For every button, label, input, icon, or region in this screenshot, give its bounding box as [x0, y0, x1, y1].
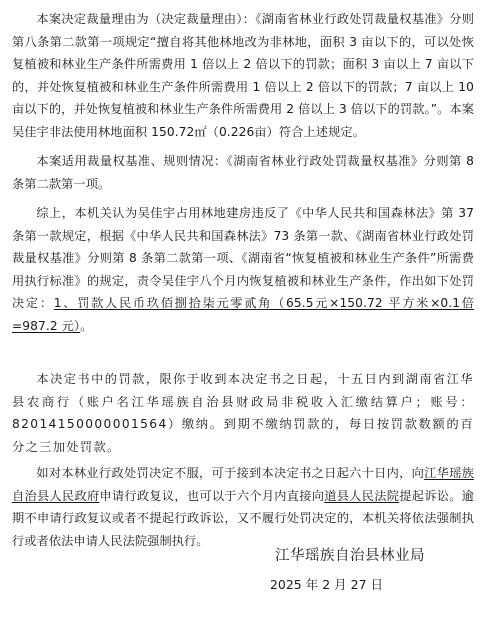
penalty-decision-end: 。 [80, 318, 93, 333]
penalty-decision-text: 综上，本机关认为吴佳宇占用林地建房违反了《中华人民共和国森林法》第 37 条第一款规定，根据《中华人民共和国森林法》73 条第一款、《湖南省林业行政处罚裁量权基准》分则第 8 条第二款第一项、《湖南省“恢复植被和林业生产条件”所需费用执行标准》的规定，责令吴佳宇八个月内恢复植被和林业生产条件，作出如下处罚决定： [12, 206, 474, 311]
appeal-text-end: 提起诉讼。逾期不申请行政复议或者不提起行政诉讼，又不履行处罚决定的，本机关将依法强制执行或者依法申请人民法院强制执行。 [12, 488, 474, 548]
court-name-underlined: 道县人民法院 [324, 488, 400, 503]
issue-date: 2025 年 2 月 27 日 [269, 577, 383, 592]
appeal-text-middle: 申请行政复议，也可以于六个月内直接向 [99, 488, 325, 503]
paragraph-payment-instructions: 本决定书中的罚款，限你于收到本决定书之日起，十五日内到湖南省江华县农商行（账户名江华瑶族自治县财政局非税收入汇缴结算户；账号：82014150000001564）缴纳。到期不缴纳罚款的，每日按罚款数额的百分之三加处罚款。 [12, 372, 474, 454]
paragraph-applicable-benchmark: 本案适用裁量权基准、规则情况：《湖南省林业行政处罚裁量权基准》分则第 8 条第二款第一项。 [12, 154, 474, 191]
paragraph-appeal-rights [12, 462, 474, 552]
fine-amount-underlined: 1、罚款人民币玖佰捌拾柒元零贰角（65.5元×150.72 平方米×0.1倍=987.2 元） [12, 296, 474, 333]
paragraph-penalty-decision [12, 202, 474, 338]
issuing-authority-signature: 江华瑶族自治县林业局 [275, 548, 425, 564]
review-authority-underlined: 江华瑶族自治县人民政府 [12, 466, 474, 503]
appeal-text-start: 如对本林业行政处罚决定不服，可于接到本决定书之日起六十日内，向 [36, 466, 425, 480]
paragraph-discretion-reason: 本案决定裁量理由为（决定裁量理由）：《湖南省林业行政处罚裁量权基准》分则第八条第二款第一项规定“擅自将其他林地改为非林地，面积 3 亩以下的，可以处恢复植被和林业生产条件所需费用 1 倍以上 2 倍以下的罚款；面积 3 亩以上 7 亩以下的，并处恢复植被和林业生产条件所需费用 1 倍以上 2 倍以下的罚款；7 亩以上 10 亩以下的，并处恢复植被和林业生产条件所需费用 2 倍以上 3 倍以下的罚款。”。本案吴佳宇非法使用林地面积 150.72㎡（0.226亩）符合上述规定。 [12, 12, 474, 139]
